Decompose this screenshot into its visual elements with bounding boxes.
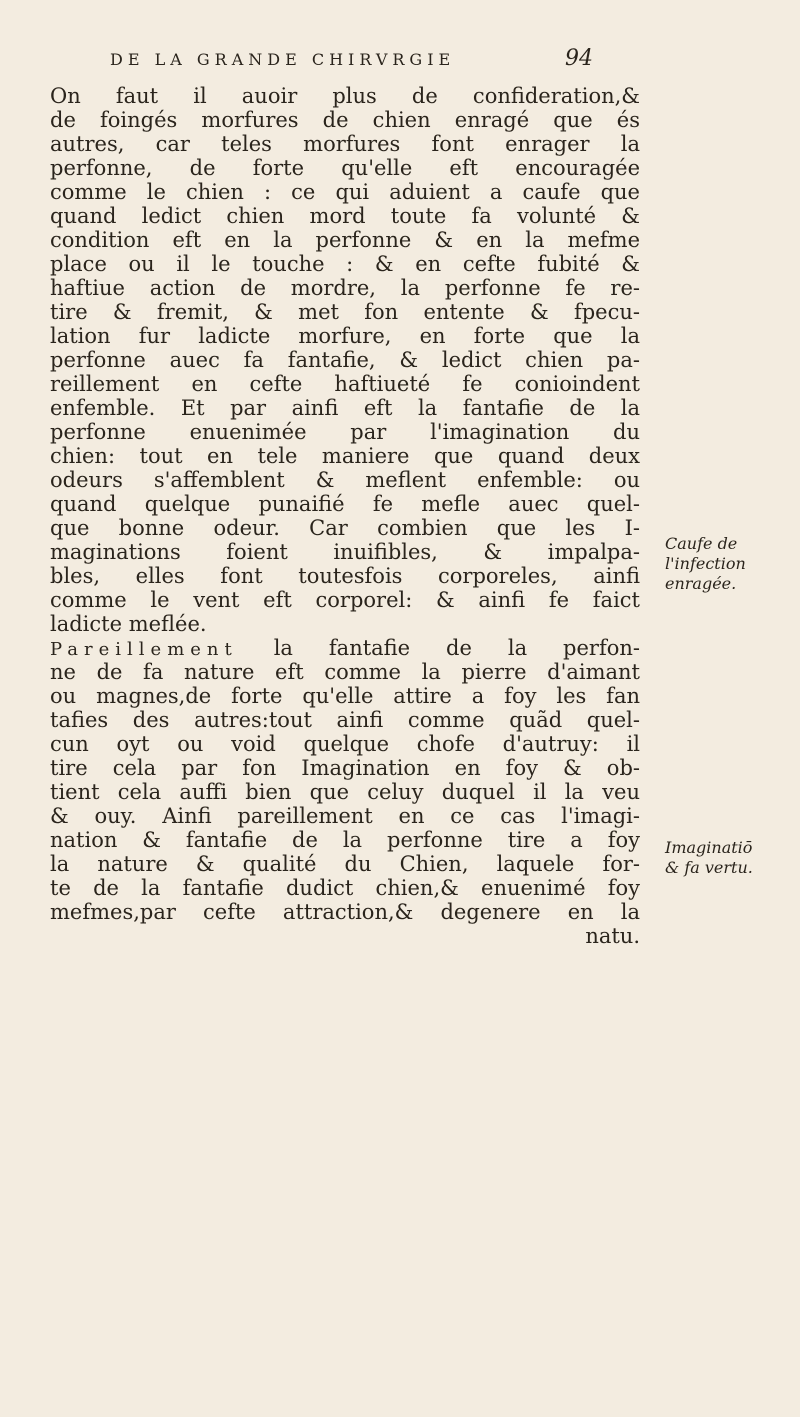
text-line: quand quelque punaifié fe mefle auec quel- — [50, 492, 640, 516]
text-line: odeurs s'affemblent & meflent enfemble: ou — [50, 468, 640, 492]
text-line: ou magnes,de forte qu'elle attire a foy les fan — [50, 684, 640, 708]
text-line: ne de fa nature eft comme la pierre d'aimant — [50, 660, 640, 684]
running-head: DE LA GRANDE CHIRVRGIE — [110, 50, 456, 69]
text-line: tire cela par fon Imagination en foy & ob- — [50, 756, 640, 780]
text-line: condition eft en la perfonne & en la mefme — [50, 228, 640, 252]
text-line: tire & fremit, & met fon entente & fpecu- — [50, 300, 640, 324]
text-line: cun oyt ou void quelque chofe d'autruy: il — [50, 732, 640, 756]
text-line: mefmes,par cefte attraction,& degenere en la — [50, 900, 640, 924]
text-line: perfonne enuenimée par l'imagination du — [50, 420, 640, 444]
text-line: ladicte meflée. — [50, 612, 207, 636]
text-line: haftiue action de mordre, la perfonne fe re- — [50, 276, 640, 300]
paragraph-lead-word: Pareillement — [50, 639, 238, 660]
text-line: quand ledict chien mord toute fa volunté & — [50, 204, 640, 228]
margin-note-line: l'infection — [665, 554, 746, 573]
text-line: place ou il le touche : & en cefte fubité & — [50, 252, 640, 276]
margin-note — [665, 534, 795, 594]
margin-note-line: enragée. — [665, 574, 737, 593]
text-line: enfemble. Et par ainfi eft la fantafie de la — [50, 396, 640, 420]
text-line — [50, 636, 640, 660]
text-line: & ouy. Ainfi pareillement en ce cas l'imagi- — [50, 804, 640, 828]
margin-note-line: & fa vertu. — [665, 858, 753, 877]
text-line: perfonne, de forte qu'elle eft encouragée — [50, 156, 640, 180]
text-line: nation & fantafie de la perfonne tire a foy — [50, 828, 640, 852]
text-line: autres, car teles morfures font enrager la — [50, 132, 640, 156]
text-line: tafies des autres:tout ainfi comme quãd quel- — [50, 708, 640, 732]
text-line: que bonne odeur. Car combien que les I- — [50, 516, 640, 540]
margin-note-line: Caufe de — [665, 534, 738, 553]
page-header — [50, 40, 670, 80]
text-line: comme le vent eft corporel: & ainfi fe faict — [50, 588, 640, 612]
text-line-rest: la fantafie de la perfon- — [273, 636, 640, 660]
text-line: de foingés morfures de chien enragé que és — [50, 108, 640, 132]
text-line: la nature & qualité du Chien, laquele for- — [50, 852, 640, 876]
text-line: lation fur ladicte morfure, en forte que la — [50, 324, 640, 348]
text-line: maginations foient inuifibles, & impalpa- — [50, 540, 640, 564]
body-text — [50, 84, 640, 948]
text-line: te de la fantafie dudict chien,& enuenimé foy — [50, 876, 640, 900]
text-line: On faut il auoir plus de confideration,& — [50, 84, 640, 108]
text-line: bles, elles font toutesfois corporeles, ainfi — [50, 564, 640, 588]
margin-note — [665, 838, 795, 878]
text-line: perfonne auec fa fantafie, & ledict chien pa- — [50, 348, 640, 372]
catchword: natu. — [585, 924, 640, 948]
text-line: chien: tout en tele maniere que quand deux — [50, 444, 640, 468]
margin-note-line: Imaginatiō — [665, 838, 753, 857]
text-line: reillement en cefte haftiueté fe conioindent — [50, 372, 640, 396]
text-line: tient cela auffi bien que celuy duquel il la veu — [50, 780, 640, 804]
text-line: comme le chien : ce qui aduient a caufe que — [50, 180, 640, 204]
page-number: 94 — [565, 46, 593, 71]
